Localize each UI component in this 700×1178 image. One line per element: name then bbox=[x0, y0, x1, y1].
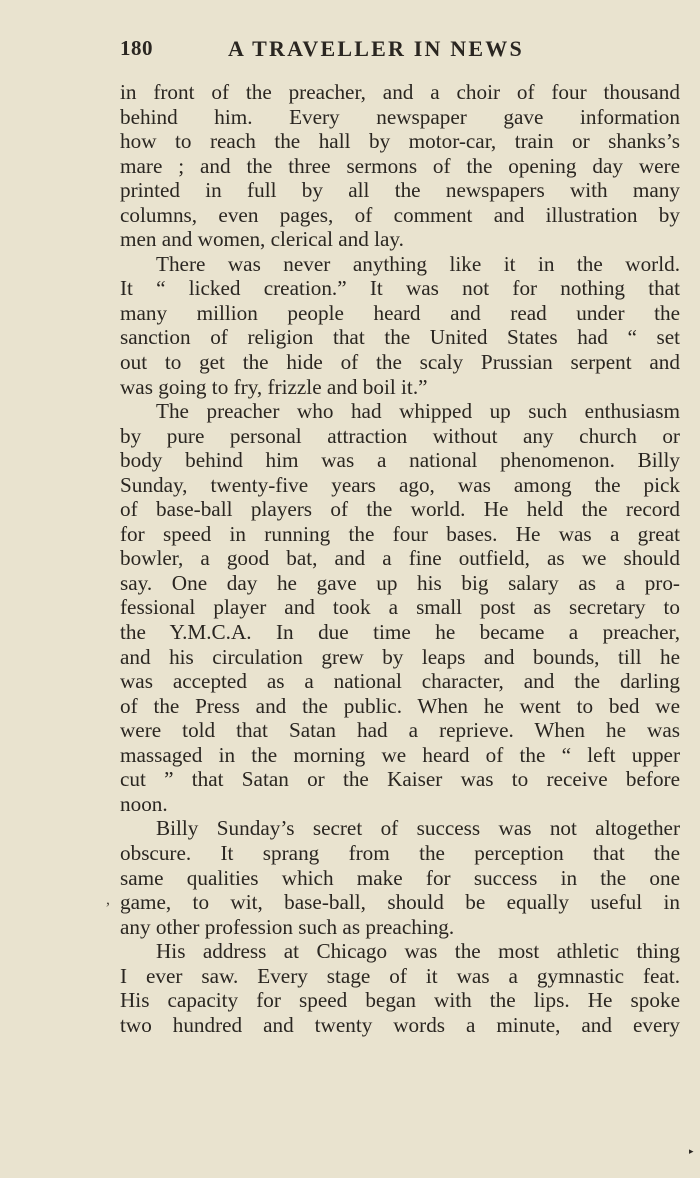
text-line: many million people heard and read under the bbox=[120, 300, 680, 325]
text-line: men and women, clerical and lay. bbox=[120, 227, 404, 252]
text-line: of base-ball players of the world. He held the record bbox=[120, 497, 680, 522]
text-line: in front of the preacher, and a choir of four thousand bbox=[120, 80, 680, 104]
page-header bbox=[120, 36, 680, 64]
text-line: sanction of religion that the United States had “ set bbox=[120, 325, 680, 350]
text-line: His address at Chicago was the most athletic thing bbox=[156, 939, 680, 964]
text-line: say. One day he gave up his big salary as a pro- bbox=[120, 570, 680, 595]
text-line: was going to fry, frizzle and boil it.” bbox=[120, 374, 428, 399]
page-number: 180 bbox=[120, 36, 153, 60]
text-line: cut ” that Satan or the Kaiser was to receive before bbox=[120, 767, 680, 792]
text-line: behind him. Every newspaper gave information bbox=[120, 104, 680, 129]
text-line: was accepted as a national character, and the darling bbox=[120, 669, 680, 694]
text-line: massaged in the morning we heard of the “ left upper bbox=[120, 742, 680, 767]
text-line: how to reach the hall by motor-car, train or shanks’s bbox=[120, 129, 680, 154]
text-line: Sunday, twenty-five years ago, was among the pick bbox=[120, 472, 680, 497]
corner-arrow-icon: ▸ bbox=[689, 1147, 694, 1157]
text-line: fessional player and took a small post as secretary to bbox=[120, 595, 680, 620]
text-line: It “ licked creation.” It was not for nothing that bbox=[120, 276, 680, 301]
text-line: bowler, a good bat, and a fine outfield, as we should bbox=[120, 546, 680, 571]
text-line: any other profession such as preaching. bbox=[120, 914, 455, 939]
text-line: by pure personal attraction without any church or bbox=[120, 423, 680, 448]
text-line: and his circulation grew by leaps and bounds, till he bbox=[120, 644, 680, 669]
text-line: of the Press and the public. When he went to bed we bbox=[120, 693, 680, 718]
text-line: mare ; and the three sermons of the opening day were bbox=[120, 153, 680, 178]
text-line: the Y.M.C.A. In due time he became a preacher, bbox=[120, 620, 680, 645]
text-line: There was never anything like it in the world. bbox=[156, 251, 680, 276]
text-line: printed in full by all the newspapers with many bbox=[120, 178, 680, 203]
body-text bbox=[120, 80, 680, 1037]
text-line: for speed in running the four bases. He was a great bbox=[120, 521, 680, 546]
text-line: two hundred and twenty words a minute, and every bbox=[120, 1012, 680, 1037]
text-line: columns, even pages, of comment and illustration by bbox=[120, 202, 680, 227]
margin-mark: , bbox=[106, 891, 110, 908]
running-head: A TRAVELLER IN NEWS bbox=[228, 36, 524, 61]
text-line: The preacher who had whipped up such enthusiasm bbox=[156, 399, 680, 424]
text-line: out to get the hide of the scaly Prussian serpent and bbox=[120, 350, 680, 375]
text-line: His capacity for speed began with the lips. He spoke bbox=[120, 988, 680, 1013]
text-line: were told that Satan had a reprieve. When he was bbox=[120, 718, 680, 743]
text-line: obscure. It sprang from the perception that the bbox=[120, 840, 680, 865]
text-line: noon. bbox=[120, 791, 168, 816]
text-line: body behind him was a national phenomenon. Billy bbox=[120, 448, 680, 473]
text-line: game, to wit, base-ball, should be equally useful in bbox=[120, 890, 680, 915]
text-line: I ever saw. Every stage of it was a gymnastic feat. bbox=[120, 963, 680, 988]
text-line: Billy Sunday’s secret of success was not altogether bbox=[156, 816, 680, 841]
text-line: same qualities which make for success in the one bbox=[120, 865, 680, 890]
